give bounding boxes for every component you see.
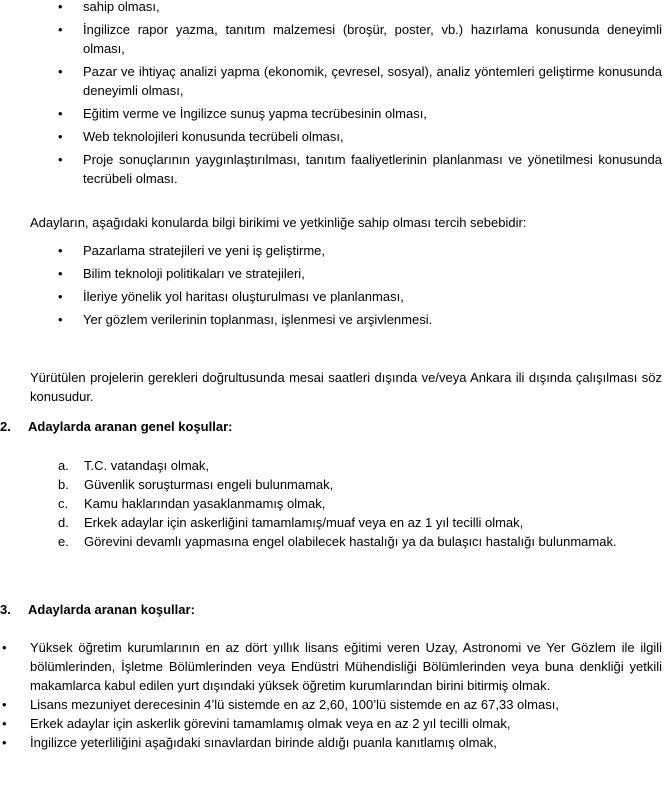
item-letter: e. [58,534,69,549]
list-item: • Yüksek öğretim kurumlarının en az dört yıllık lisans eğitimi veren Uzay, Astronomi ve Yer Gözlem ile ilgili bölümlerinden, İşletme Bölümlerinden veya Endüstri Mühendisliği Bölümlerinden veya buna denkliği yetkili makamlarca kabul edilen yurt dışındaki yüksek öğretim kurumlarından birini bitirmiş olmak. [0,638,662,695]
list-item [58,475,662,494]
list-item: • İleriye yönelik yol haritası oluşturulması ve planlanması, [58,287,662,306]
list-item: • Bilim teknoloji politikaları ve stratejileri, [58,264,662,283]
list-item: • Pazar ve ihtiyaç analizi yapma (ekonomik, çevresel, sosyal), analiz yöntemleri geliştirme konusunda deneyimli olması, [58,62,662,100]
item-letter: b. [58,477,69,492]
item-text: T.C. vatandaşı olmak, [84,458,209,473]
list-item: • Erkek adaylar için askerlik görevini tamamlamış olmak veya en az 2 yıl tecilli olmak, [0,714,662,733]
list-item: • Web teknolojileri konusunda tecrübeli olması, [58,127,662,146]
list-item [58,456,662,475]
section-title: Adaylarda aranan genel koşullar: [28,419,233,434]
list-item: • İngilizce yeterliliğini aşağıdaki sınavlardan birinde aldığı puanla kanıtlamış olmak, [0,733,662,752]
item-letter: d. [58,515,69,530]
general-conditions-list [58,456,662,551]
preference-bullet-list [58,241,662,329]
list-item: • sahip olması, [58,0,662,16]
list-item [58,513,662,532]
work-conditions-note: Yürütülen projelerin gerekleri doğrultusunda mesai saatleri dışında ve/veya Ankara ili dışında çalışılması söz konusudur. [30,370,662,404]
item-letter: a. [58,458,69,473]
list-item: • Proje sonuçlarının yaygınlaştırılması, tanıtım faaliyetlerinin planlanması ve yönetilmesi konusunda tecrübeli olması. [58,150,662,188]
item-text: Kamu haklarından yasaklanmamış olmak, [84,496,326,511]
item-text: Erkek adaylar için askerliğini tamamlamış/muaf veya en az 1 yıl tecilli olmak, [84,515,524,530]
list-item [58,494,662,513]
item-letter: c. [58,496,69,511]
preference-intro: Adayların, aşağıdaki konularda bilgi birikimi ve yetkinliğe sahip olması tercih sebebidir: [30,215,527,230]
requirements-bullet-list [0,638,662,752]
list-item: • İngilizce rapor yazma, tanıtım malzemesi (broşür, poster, vb.) hazırlama konusunda deneyimli olması, [58,20,662,58]
list-item: • Yer gözlem verilerinin toplanması, işlenmesi ve arşivlenmesi. [58,310,662,329]
section-number: 2. [0,419,11,434]
section-title: Adaylarda aranan koşullar: [28,602,195,617]
list-item [58,532,662,551]
list-item: • Lisans mezuniyet derecesinin 4’lü sistemde en az 2,60, 100’lü sistemde en az 67,33 olması, [0,695,662,714]
list-item: • Eğitim verme ve İngilizce sunuş yapma tecrübesinin olması, [58,104,662,123]
section-3-heading [0,600,195,619]
experience-bullet-list [58,0,662,188]
item-text: Güvenlik soruşturması engeli bulunmamak, [84,477,334,492]
section-2-heading [0,417,232,436]
item-text: Görevini devamlı yapmasına engel olabilecek hastalığı ya da bulaşıcı hastalığı bulunmamak. [84,534,617,549]
list-item: • Pazarlama stratejileri ve yeni iş geliştirme, [58,241,662,260]
section-number: 3. [0,602,11,617]
